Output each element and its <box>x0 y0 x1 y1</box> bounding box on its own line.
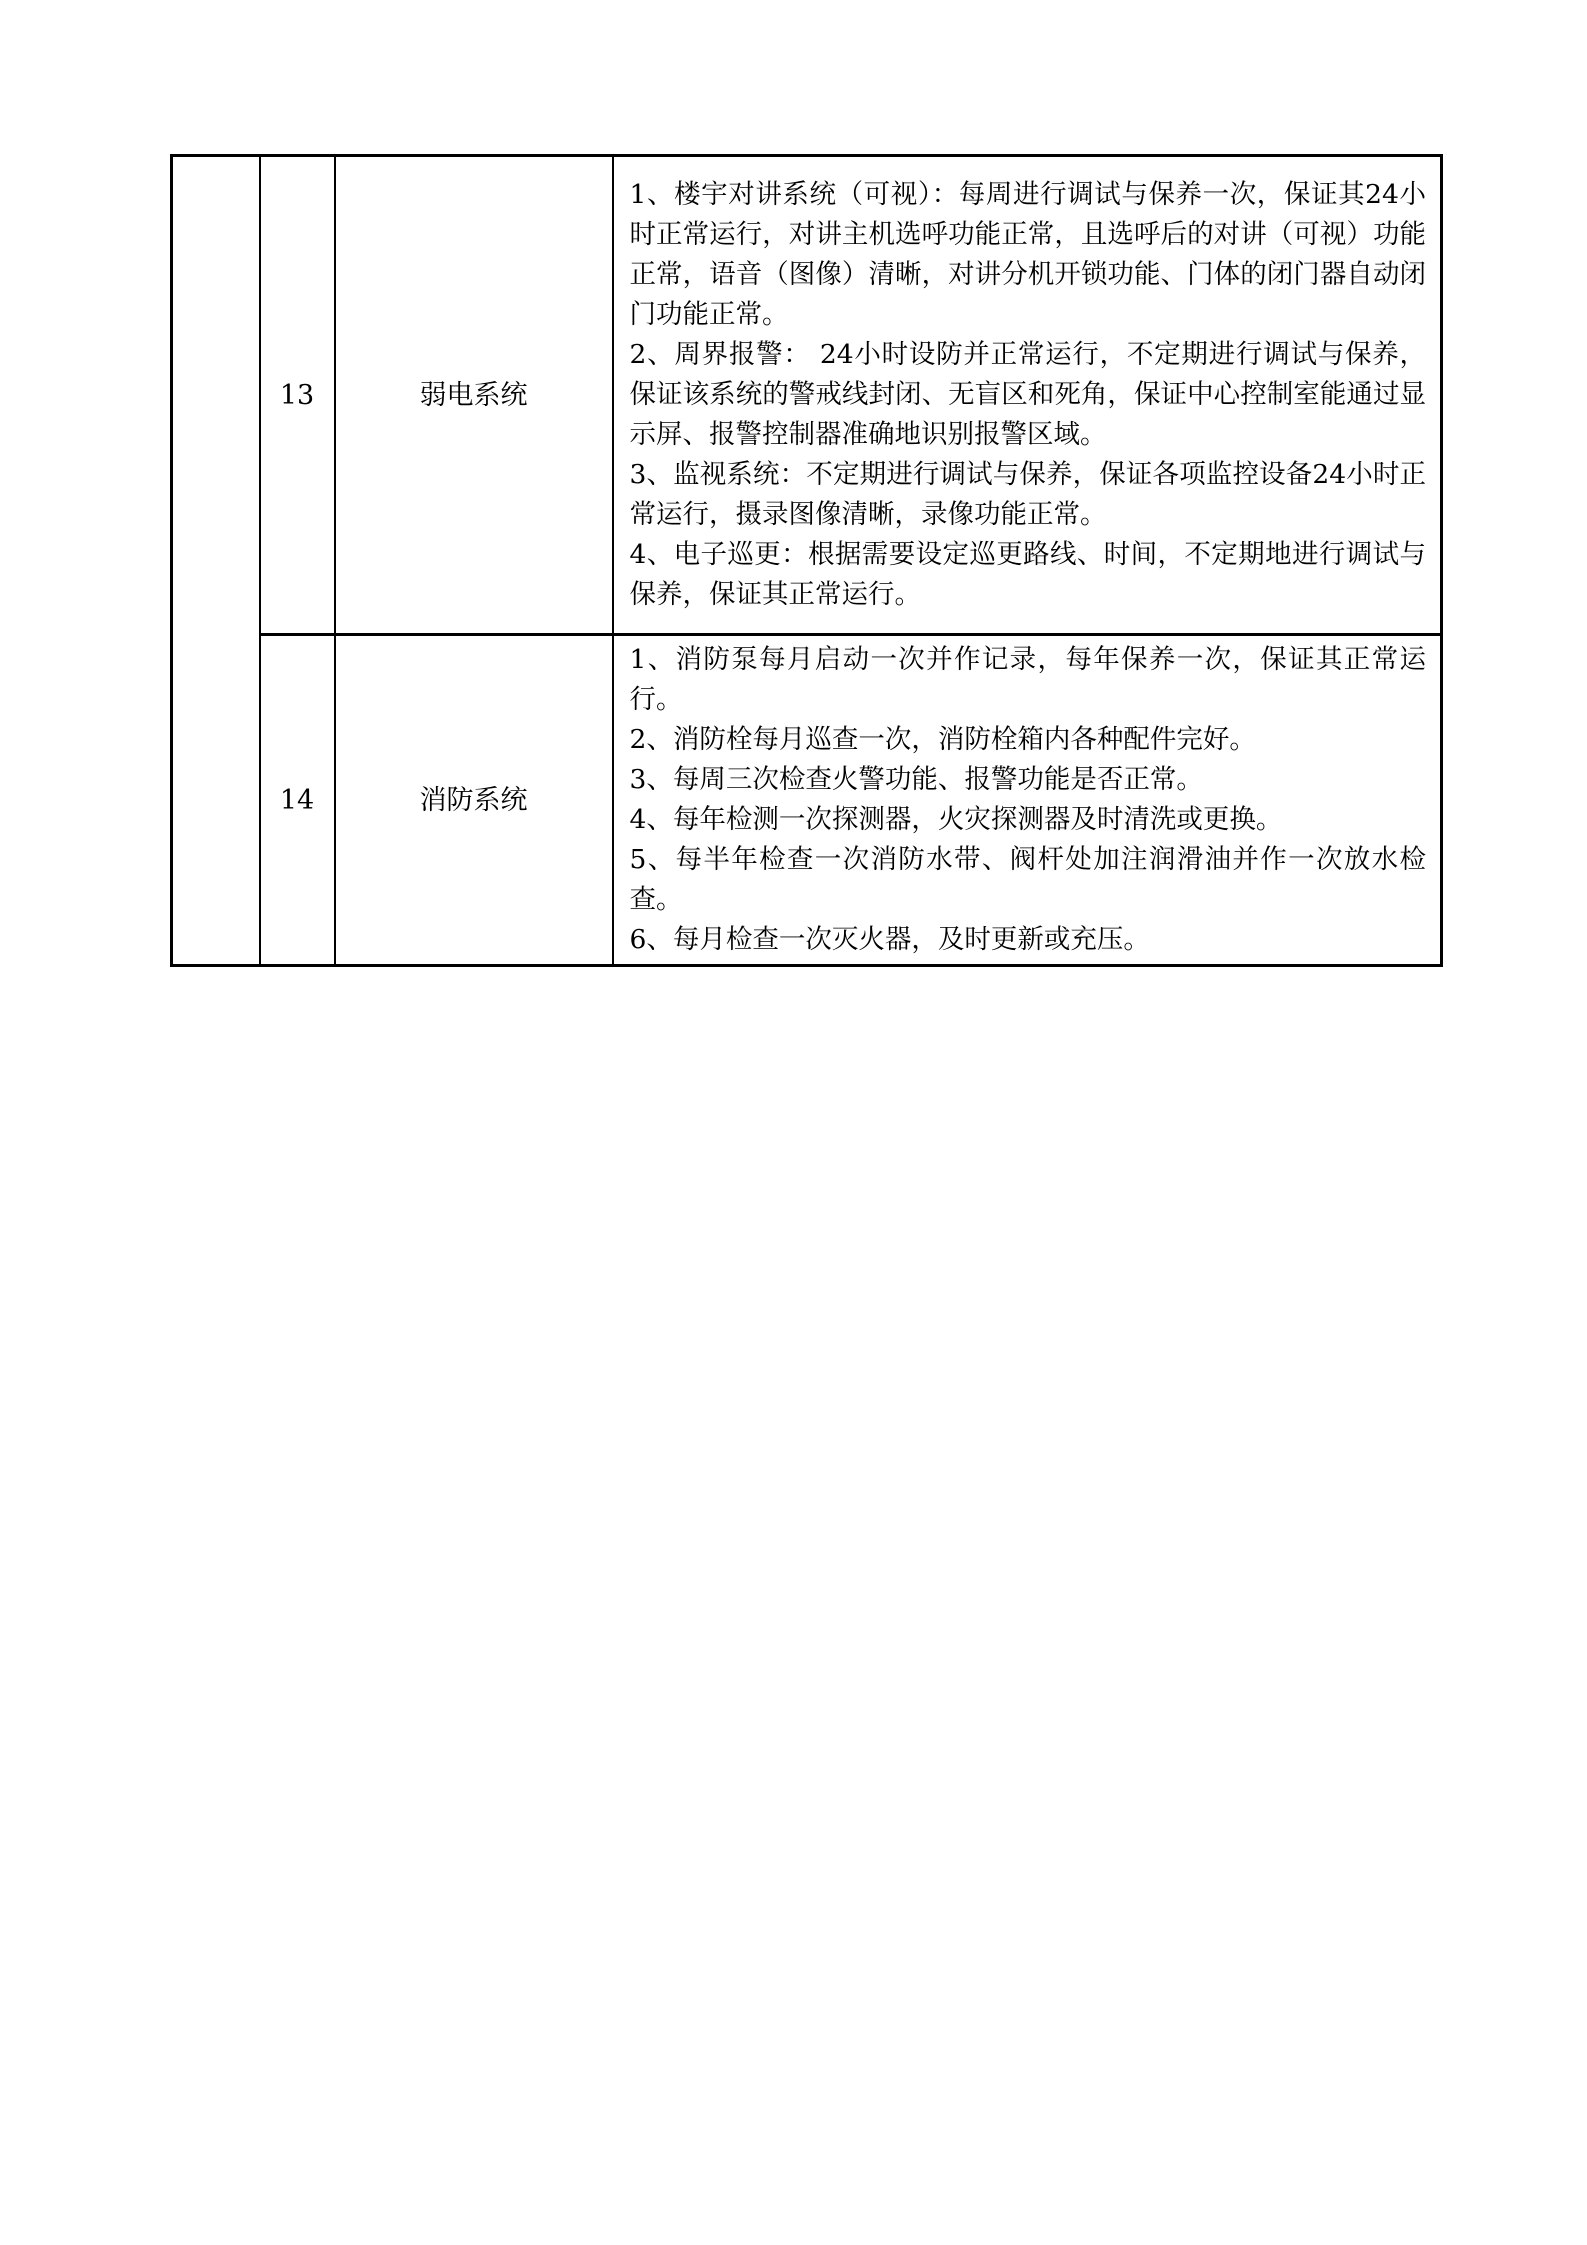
list-item: 2、消防栓每月巡查一次，消防栓箱内各种配件完好。 <box>629 724 1256 755</box>
list-item: 3、每周三次检查火警功能、报警功能是否正常。 <box>629 764 1203 795</box>
list-item: 3、监视系统：不定期进行调试与保养，保证各项监控设备24小时正常运行，摄录图像清晰，录像功能正常。 <box>629 459 1426 530</box>
system-name: 弱电系统 <box>335 156 613 635</box>
row-number: 13 <box>260 156 335 635</box>
table-row <box>172 635 1442 966</box>
system-description <box>613 156 1442 635</box>
list-item: 4、电子巡更：根据需要设定巡更路线、时间，不定期地进行调试与保养，保证其正常运行。 <box>629 539 1426 610</box>
merged-category-cell <box>172 156 260 966</box>
table-row <box>172 156 1442 635</box>
row-number: 14 <box>260 635 335 966</box>
list-item: 6、每月检查一次灭火器，及时更新或充压。 <box>629 924 1150 955</box>
list-item: 2、周界报警： 24小时设防并正常运行，不定期进行调试与保养，保证该系统的警戒线封闭、无盲区和死角，保证中心控制室能通过显示屏、报警控制器准确地识别报警区域。 <box>629 339 1426 450</box>
list-item: 1、消防泵每月启动一次并作记录，每年保养一次，保证其正常运行。 <box>629 644 1426 715</box>
list-item: 4、每年检测一次探测器，火灾探测器及时清洗或更换。 <box>629 804 1283 835</box>
system-description <box>613 635 1442 966</box>
list-item: 5、每半年检查一次消防水带、阀杆处加注润滑油并作一次放水检查。 <box>629 844 1426 915</box>
system-name: 消防系统 <box>335 635 613 966</box>
maintenance-table <box>170 154 1443 967</box>
list-item: 1、楼宇对讲系统（可视）：每周进行调试与保养一次，保证其24小时正常运行，对讲主机选呼功能正常，且选呼后的对讲（可视）功能正常，语音（图像）清晰，对讲分机开锁功能、门体的闭门器自动闭门功能正常。 <box>629 179 1426 330</box>
